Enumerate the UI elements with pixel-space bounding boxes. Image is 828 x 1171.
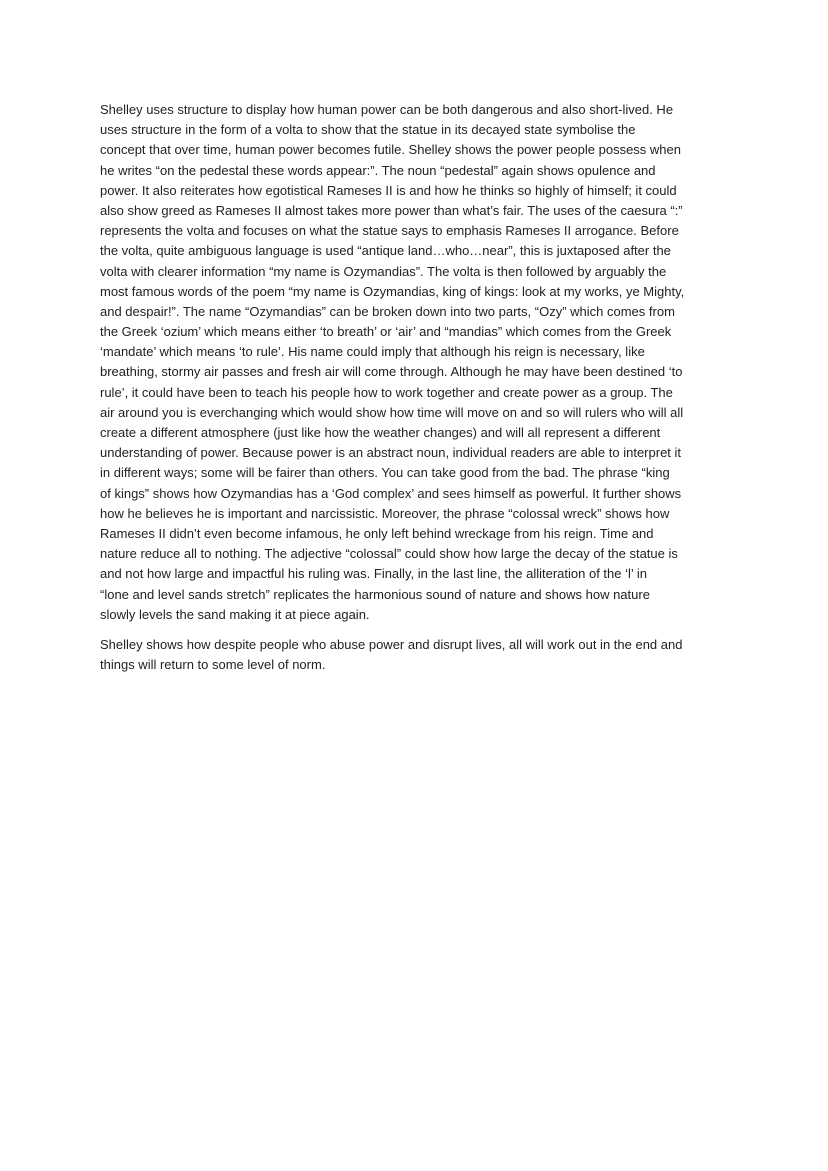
text-line: of kings” shows how Ozymandias has a ‘God complex’ and sees himself as powerful. It further shows	[100, 485, 682, 501]
text-line: in different ways; some will be fairer than others. You can take good from the bad. The phrase “king	[100, 465, 670, 481]
text-line: slowly levels the sand making it at piece again.	[100, 606, 370, 622]
text-line: most famous words of the poem “my name is Ozymandias, king of kings: look at my works, ye Mighty,	[100, 283, 685, 299]
text-line: “lone and level sands stretch” replicates the harmonious sound of nature and shows how nature	[100, 586, 650, 602]
text-line: represents the volta and focuses on what the statue says to emphasis Rameses II arrogance. Before	[100, 223, 679, 239]
text-line: ‘mandate’ which means ‘to rule’. His name could imply that although his reign is necessary, like	[100, 344, 645, 360]
text-line: and not how large and impactful his ruling was. Finally, in the last line, the alliteration of the ‘l’ in	[100, 566, 648, 582]
text-line: the volta, quite ambiguous language is used “antique land…who…near”, this is juxtaposed after the	[100, 243, 671, 259]
paragraph-conclusion	[100, 635, 728, 675]
document-body	[100, 100, 728, 675]
paragraph-analysis	[100, 100, 728, 625]
text-line: understanding of power. Because power is an abstract noun, individual readers are able to interpret it	[100, 445, 682, 461]
text-line: Shelley shows how despite people who abuse power and disrupt lives, all will work out in the end and	[100, 636, 683, 652]
text-line: also show greed as Rameses II almost takes more power than what’s fair. The uses of the caesura “:”	[100, 202, 683, 218]
text-line: uses structure in the form of a volta to show that the statue in its decayed state symbolise the	[100, 122, 636, 138]
text-line: air around you is everchanging which would show how time will move on and so will rulers who will all	[100, 404, 684, 420]
text-line: the Greek ‘ozium’ which means either ‘to breath’ or ‘air’ and “mandias” which comes from the Greek	[100, 324, 672, 340]
text-line: Rameses II didn’t even become infamous, he only left behind wreckage from his reign. Time and	[100, 525, 654, 541]
text-line: power. It also reiterates how egotistical Rameses II is and how he thinks so highly of himself; it could	[100, 182, 677, 198]
text-line: nature reduce all to nothing. The adjective “colossal” could show how large the decay of the statue is	[100, 546, 678, 562]
text-line: Shelley uses structure to display how human power can be both dangerous and also short-lived. He	[100, 102, 674, 117]
text-line: breathing, stormy air passes and fresh air will come through. Although he may have been destined ‘to	[100, 364, 683, 380]
text-line: concept that over time, human power becomes futile. Shelley shows the power people possess when	[100, 142, 681, 158]
text-line: and despair!”. The name “Ozymandias” can be broken down into two parts, “Ozy” which comes from	[100, 303, 675, 319]
text-line: rule’, it could have been to teach his people how to work together and create power as a group. The	[100, 384, 673, 400]
text-line: create a different atmosphere (just like how the weather changes) and will all represent a different	[100, 425, 661, 440]
text-line: volta with clearer information “my name is Ozymandias”. The volta is then followed by arguably the	[100, 263, 667, 279]
text-line: things will return to some level of norm.	[100, 657, 326, 673]
text-line: he writes “on the pedestal these words appear:”. The noun “pedestal” again shows opulence and	[100, 162, 656, 178]
text-line: how he believes he is important and narcissistic. Moreover, the phrase “colossal wreck” shows how	[100, 505, 670, 521]
